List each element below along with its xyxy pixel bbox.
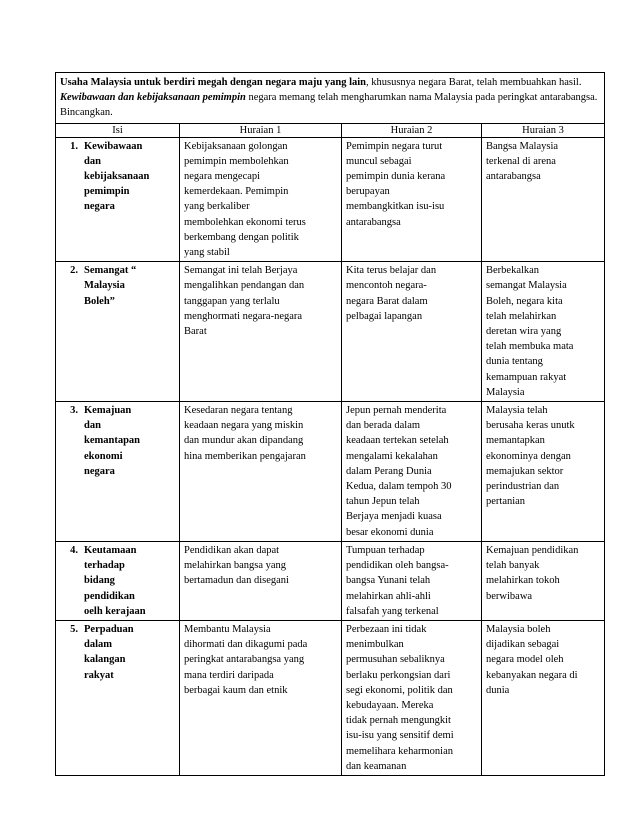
isi-line: ekonomi	[84, 450, 123, 462]
cell-line: mengalami kekalahan	[346, 450, 438, 462]
isi-line: dan	[84, 420, 101, 432]
cell-line: telah membuka mata	[486, 341, 574, 353]
isi-line: kalangan	[84, 654, 126, 666]
cell-line: dunia	[486, 684, 510, 696]
cell-line: yang stabil	[184, 247, 230, 259]
cell-line: mengalihkan pendangan dan	[184, 280, 305, 292]
huraian-3-cell	[482, 620, 605, 775]
isi-cell	[56, 262, 180, 402]
cell-line: falsafah yang terkenal	[346, 605, 439, 617]
cell-line: berkembang dengan politik	[184, 231, 299, 243]
huraian-2-cell	[342, 402, 482, 542]
document-page	[55, 72, 604, 776]
cell-line: telah melahirkan	[486, 310, 557, 322]
cell-line: Bangsa Malaysia	[486, 140, 559, 152]
cell-line: dan mundur akan dipandang	[184, 435, 304, 447]
cell-line: dihormati dan dikagumi pada	[184, 639, 308, 651]
cell-line: dijadikan sebagai	[486, 639, 560, 651]
header-row	[56, 123, 605, 137]
cell-line: Malaysia telah	[486, 405, 548, 417]
cell-line: melahirkan tokoh	[486, 575, 560, 587]
isi-line: kemantapan	[84, 435, 141, 447]
cell-line: tidak pernah mengungkit	[346, 715, 451, 727]
isi-cell	[56, 541, 180, 620]
cell-line: deretan wira yang	[486, 326, 562, 338]
essay-question	[56, 73, 605, 124]
cell-line: pemimpin membolehkan	[184, 155, 289, 167]
isi-line: pemimpin	[84, 186, 130, 198]
question-part-4: negara memang telah mengharumkan nama Malaysia pada peringkat antarabangsa. Bincangkan.	[60, 92, 598, 119]
cell-line: Pemimpin negara turut	[346, 140, 443, 152]
isi-line: Boleh”	[84, 295, 115, 307]
cell-line: menimbulkan	[346, 639, 404, 651]
cell-line: menghormati negara-negara	[184, 310, 303, 322]
isi-label	[84, 403, 168, 479]
cell-line: Jepun pernah menderita	[346, 405, 447, 417]
cell-line: muncul sebagai	[346, 155, 412, 167]
cell-line: keadaan tertekan setelah	[346, 435, 449, 447]
header-isi: Isi	[56, 123, 180, 137]
cell-line: kebanyakan negara di	[486, 669, 578, 681]
isi-line: Perpaduan	[84, 623, 134, 635]
cell-line: peringkat antarabangsa yang	[184, 654, 305, 666]
table-row	[56, 262, 605, 402]
cell-line: kemerdekaan. Pemimpin	[184, 186, 289, 198]
cell-line: membolehkan ekonomi terus	[184, 216, 306, 228]
cell-line: Semangat ini telah Berjaya	[184, 265, 298, 277]
huraian-3-cell	[482, 402, 605, 542]
huraian-2-cell	[342, 541, 482, 620]
cell-line: berwibawa	[486, 590, 533, 602]
cell-line: kebudayaan. Mereka	[346, 699, 434, 711]
cell-line: bangsa Yunani telah	[346, 575, 431, 587]
cell-line: Membantu Malaysia	[184, 623, 271, 635]
isi-line: dalam	[84, 639, 113, 651]
isi-line: terhadap	[84, 560, 125, 572]
isi-label	[84, 622, 168, 683]
cell-line: Tumpuan terhadap	[346, 544, 425, 556]
isi-line: kebijaksanaan	[84, 171, 150, 183]
header-huraian-1: Huraian 1	[180, 123, 342, 137]
cell-line: berusaha keras unutk	[486, 420, 575, 432]
isi-line: Malaysia	[84, 280, 125, 292]
row-number: 1.	[70, 140, 78, 152]
huraian-2-cell	[342, 620, 482, 775]
cell-line: dan keamanan	[346, 760, 407, 772]
isi-line: rakyat	[84, 669, 114, 681]
cell-line: melahirkan bangsa yang	[184, 560, 287, 572]
row-number: 2.	[70, 265, 78, 277]
isi-line: pendidikan	[84, 590, 135, 602]
table-body	[56, 137, 605, 775]
cell-line: dan berada dalam	[346, 420, 421, 432]
huraian-2-cell	[342, 262, 482, 402]
question-part-bold-1: Usaha Malaysia untuk berdiri megah dengan negara maju yang lain	[60, 77, 366, 88]
row-number: 5.	[70, 623, 78, 635]
cell-line: besar ekonomi dunia	[346, 526, 434, 538]
cell-line: segi ekonomi, politik dan	[346, 684, 453, 696]
row-number: 3.	[70, 405, 78, 417]
cell-line: yang berkaliber	[184, 201, 250, 213]
isi-cell	[56, 402, 180, 542]
huraian-2-cell	[342, 137, 482, 262]
cell-line: antarabangsa	[346, 216, 401, 228]
cell-line: tahun Jepun telah	[346, 496, 420, 508]
cell-line: pelbagai lapangan	[346, 310, 423, 322]
isi-cell	[56, 620, 180, 775]
isi-line: negara	[84, 201, 115, 213]
isi-cell	[56, 137, 180, 262]
cell-line: melahirkan ahli-ahli	[346, 590, 431, 602]
huraian-1-cell	[180, 262, 342, 402]
cell-line: memajukan sektor	[486, 465, 564, 477]
isi-line: dan	[84, 155, 101, 167]
huraian-1-cell	[180, 541, 342, 620]
header-huraian-2: Huraian 2	[342, 123, 482, 137]
cell-line: Malaysia	[486, 386, 525, 398]
table-row	[56, 620, 605, 775]
huraian-3-cell	[482, 262, 605, 402]
cell-line: pendidikan oleh bangsa-	[346, 560, 449, 572]
isi-line: Kewibawaan	[84, 140, 143, 152]
row-number: 4.	[70, 544, 78, 556]
cell-line: perindustrian dan	[486, 481, 560, 493]
cell-line: antarabangsa	[486, 171, 541, 183]
isi-line: Keutamaan	[84, 544, 137, 556]
table-row	[56, 541, 605, 620]
cell-line: berlaku perkongsian dari	[346, 669, 451, 681]
cell-line: dalam Perang Dunia	[346, 465, 432, 477]
cell-line: Berjaya menjadi kuasa	[346, 511, 442, 523]
isi-label	[84, 263, 168, 309]
cell-line: Kita terus belajar dan	[346, 265, 437, 277]
isi-line: Semangat “	[84, 265, 137, 277]
cell-line: pemimpin dunia kerana	[346, 171, 446, 183]
cell-line: tanggapan yang terlalu	[184, 295, 280, 307]
cell-line: berbagai kaum dan etnik	[184, 684, 288, 696]
huraian-1-cell	[180, 137, 342, 262]
cell-line: Berbekalkan	[486, 265, 540, 277]
cell-line: negara Barat dalam	[346, 295, 428, 307]
prompt-row	[56, 73, 605, 124]
cell-line: berupayan	[346, 186, 390, 198]
isi-line: Kemajuan	[84, 405, 132, 417]
cell-line: Kedua, dalam tempoh 30	[346, 481, 452, 493]
cell-line: memantapkan	[486, 435, 545, 447]
cell-line: telah banyak	[486, 560, 540, 572]
question-part-2: , khususnya negara Barat, telah membuahkan hasil.	[366, 77, 582, 88]
isi-line: oelh kerajaan	[84, 605, 146, 617]
cell-line: Kesedaran negara tentang	[184, 405, 293, 417]
table-row	[56, 137, 605, 262]
cell-line: Boleh, negara kita	[486, 295, 563, 307]
isi-label	[84, 139, 168, 215]
cell-line: mana terdiri daripada	[184, 669, 274, 681]
cell-line: permusuhan sebaliknya	[346, 654, 445, 666]
huraian-1-cell	[180, 402, 342, 542]
cell-line: membangkitkan isu-isu	[346, 201, 445, 213]
cell-line: memelihara keharmonian	[346, 745, 453, 757]
cell-line: isu-isu yang sensitif demi	[346, 730, 454, 742]
isi-line: bidang	[84, 575, 115, 587]
cell-line: keadaan negara yang miskin	[184, 420, 304, 432]
cell-line: Pendidikan akan dapat	[184, 544, 280, 556]
cell-line: terkenal di arena	[486, 155, 556, 167]
cell-line: kemampuan rakyat	[486, 371, 567, 383]
cell-line: dunia tentang	[486, 356, 543, 368]
cell-line: semangat Malaysia	[486, 280, 567, 292]
cell-line: Barat	[184, 326, 207, 338]
huraian-1-cell	[180, 620, 342, 775]
essay-outline-table	[55, 72, 605, 776]
question-part-bold-2: Kewibawaan dan kebijaksanaan pemimpin	[60, 92, 246, 104]
cell-line: bertamadun dan disegani	[184, 575, 289, 587]
cell-line: Perbezaan ini tidak	[346, 623, 427, 635]
isi-line: negara	[84, 465, 115, 477]
cell-line: ekonominya dengan	[486, 450, 571, 462]
isi-label	[84, 543, 168, 619]
cell-line: Malaysia boleh	[486, 623, 551, 635]
huraian-3-cell	[482, 541, 605, 620]
cell-line: mencontoh negara-	[346, 280, 427, 292]
table-row	[56, 402, 605, 542]
header-huraian-3: Huraian 3	[482, 123, 605, 137]
cell-line: Kemajuan pendidikan	[486, 544, 579, 556]
cell-line: pertanian	[486, 496, 526, 508]
cell-line: negara mengecapi	[184, 171, 261, 183]
cell-line: Kebijaksanaan golongan	[184, 140, 288, 152]
cell-line: hina memberikan pengajaran	[184, 450, 306, 462]
huraian-3-cell	[482, 137, 605, 262]
cell-line: negara model oleh	[486, 654, 564, 666]
